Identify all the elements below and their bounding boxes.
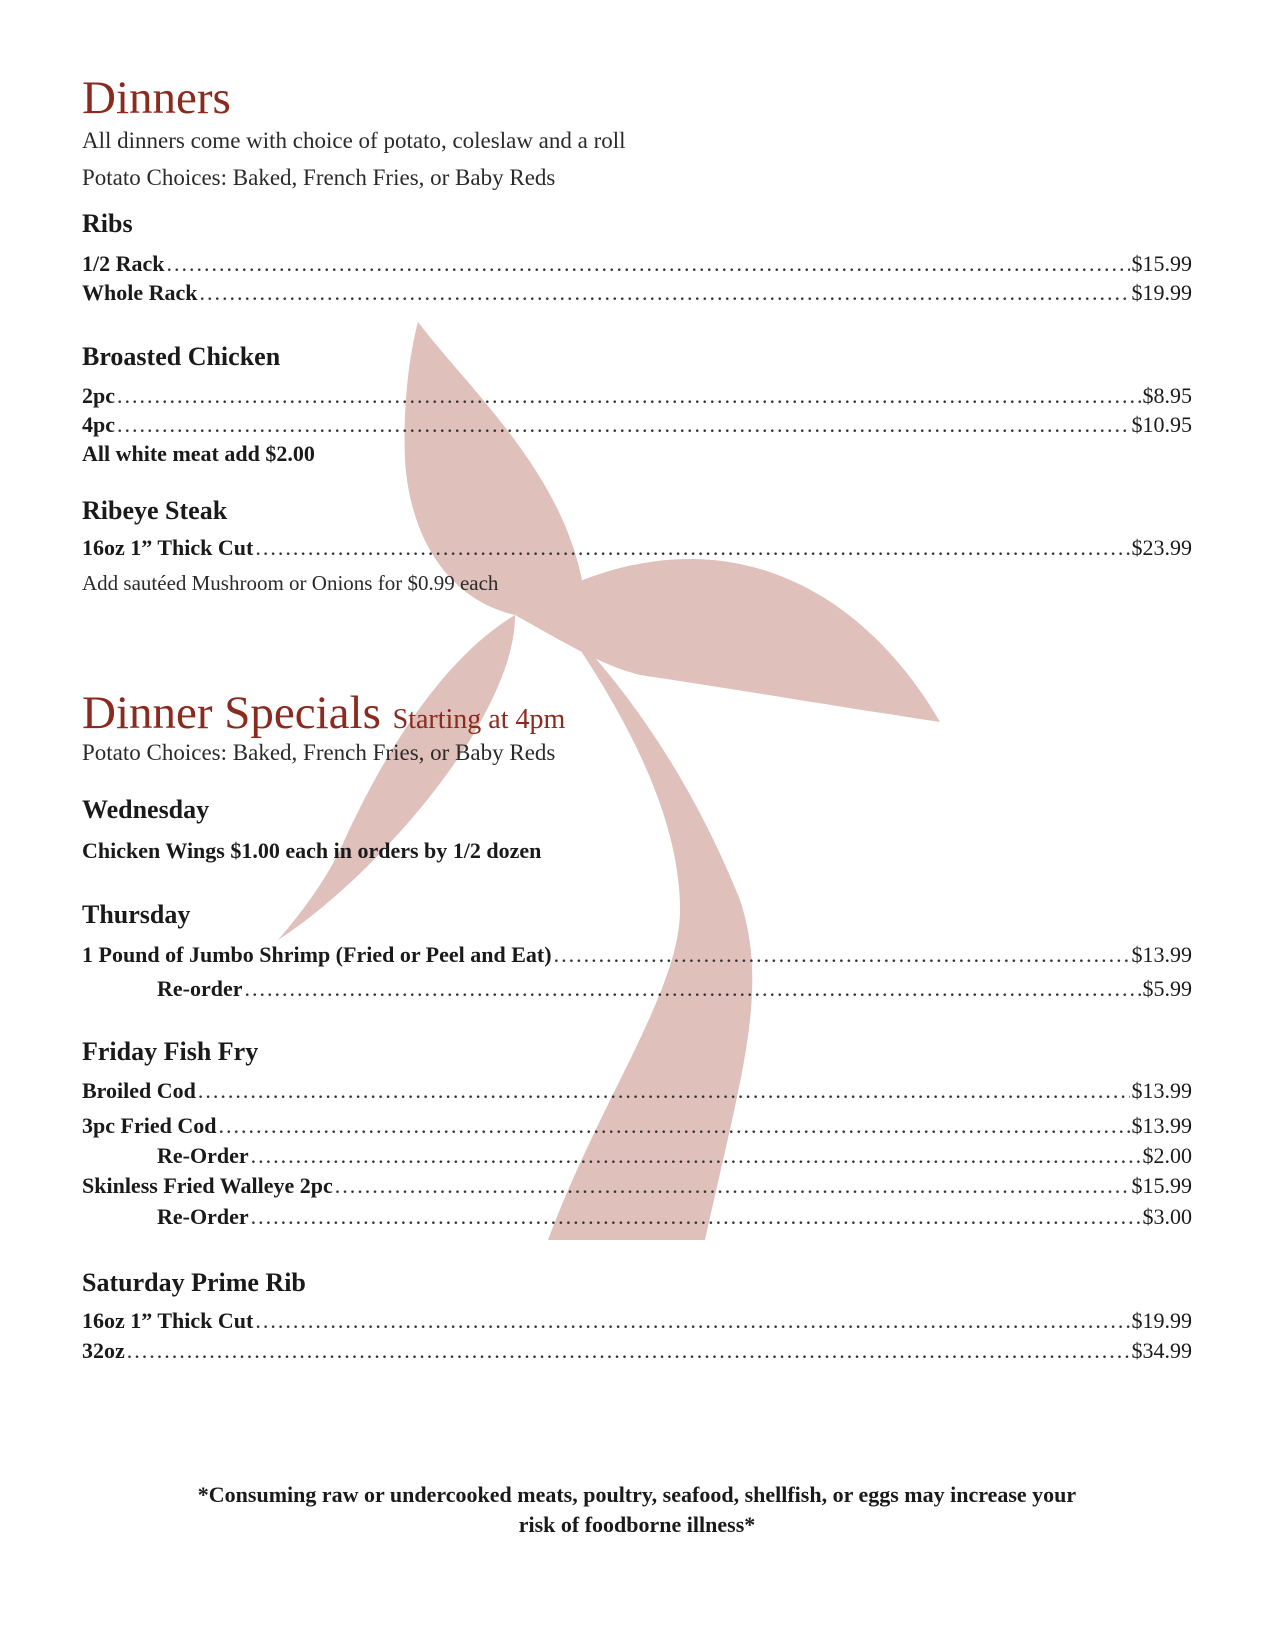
- foodborne-disclaimer: [82, 1480, 1192, 1539]
- wednesday-heading: Wednesday: [82, 795, 210, 824]
- item-name: 3pc Fried Cod: [82, 1113, 217, 1138]
- item-price: $23.99: [1131, 535, 1192, 560]
- item-price: $15.99: [1131, 251, 1192, 276]
- item-name: 16oz 1” Thick Cut: [82, 535, 254, 560]
- steak-note: Add sautéed Mushroom or Onions for $0.99 each: [82, 571, 499, 595]
- menu-item: [82, 1078, 1192, 1103]
- item-name: 1/2 Rack: [82, 251, 165, 276]
- item-name: 2pc: [82, 383, 115, 408]
- item-name: Re-order: [157, 976, 243, 1001]
- item-price: $19.99: [1131, 1308, 1192, 1333]
- menu-item: [157, 976, 1192, 1001]
- dinners-title: Dinners: [82, 72, 231, 124]
- saturday-heading: Saturday Prime Rib: [82, 1268, 306, 1297]
- menu-item: [82, 942, 1192, 967]
- item-price: $34.99: [1131, 1338, 1192, 1363]
- item-name: Whole Rack: [82, 280, 198, 305]
- menu-item: [157, 1204, 1192, 1229]
- item-price: $5.99: [1142, 976, 1192, 1001]
- menu-item: [82, 251, 1192, 276]
- disclaimer-line-1: *Consuming raw or undercooked meats, poultry, seafood, shellfish, or eggs may increase your: [197, 1482, 1077, 1507]
- item-price: $3.00: [1142, 1204, 1192, 1229]
- wednesday-note: Chicken Wings $1.00 each in orders by 1/2 dozen: [82, 838, 542, 863]
- menu-item: [82, 1308, 1192, 1333]
- item-name: Re-Order: [157, 1204, 249, 1229]
- item-price: $10.95: [1131, 412, 1192, 437]
- item-price: $13.99: [1131, 1113, 1192, 1138]
- chicken-note: All white meat add $2.00: [82, 441, 315, 466]
- item-name: Re-Order: [157, 1143, 249, 1168]
- menu-item: [82, 383, 1192, 408]
- menu-item: [82, 412, 1192, 437]
- item-name: Skinless Fried Walleye 2pc: [82, 1173, 333, 1198]
- thursday-heading: Thursday: [82, 900, 191, 929]
- item-price: $8.95: [1142, 383, 1192, 408]
- menu-item: [82, 280, 1192, 305]
- dinners-note: All dinners come with choice of potato, coleslaw and a roll: [82, 128, 626, 153]
- item-price: $19.99: [1131, 280, 1192, 305]
- item-name: 4pc: [82, 412, 115, 437]
- menu-item: [157, 1143, 1192, 1168]
- item-name: Broiled Cod: [82, 1078, 196, 1103]
- item-price: $15.99: [1131, 1173, 1192, 1198]
- chicken-heading: Broasted Chicken: [82, 342, 281, 371]
- specials-subtitle: Starting at 4pm: [392, 704, 566, 735]
- item-name: 32oz: [82, 1338, 125, 1363]
- menu-item: [82, 535, 1192, 560]
- item-price: $13.99: [1131, 942, 1192, 967]
- specials-potato-note: Potato Choices: Baked, French Fries, or Baby Reds: [82, 740, 556, 765]
- ribs-heading: Ribs: [82, 209, 133, 238]
- item-price: $2.00: [1142, 1143, 1192, 1168]
- dinners-potato-note: Potato Choices: Baked, French Fries, or Baby Reds: [82, 165, 556, 190]
- menu-item: [82, 1173, 1192, 1198]
- menu-item: [82, 1113, 1192, 1138]
- item-price: $13.99: [1131, 1078, 1192, 1103]
- menu-item: [82, 1338, 1192, 1363]
- item-name: 1 Pound of Jumbo Shrimp (Fried or Peel and Eat): [82, 942, 552, 967]
- friday-heading: Friday Fish Fry: [82, 1037, 259, 1066]
- specials-title-text: Dinner Specials: [82, 687, 381, 739]
- item-name: 16oz 1” Thick Cut: [82, 1308, 254, 1333]
- disclaimer-line-2: risk of foodborne illness*: [518, 1511, 756, 1537]
- specials-title: [82, 687, 566, 739]
- steak-heading: Ribeye Steak: [82, 496, 228, 525]
